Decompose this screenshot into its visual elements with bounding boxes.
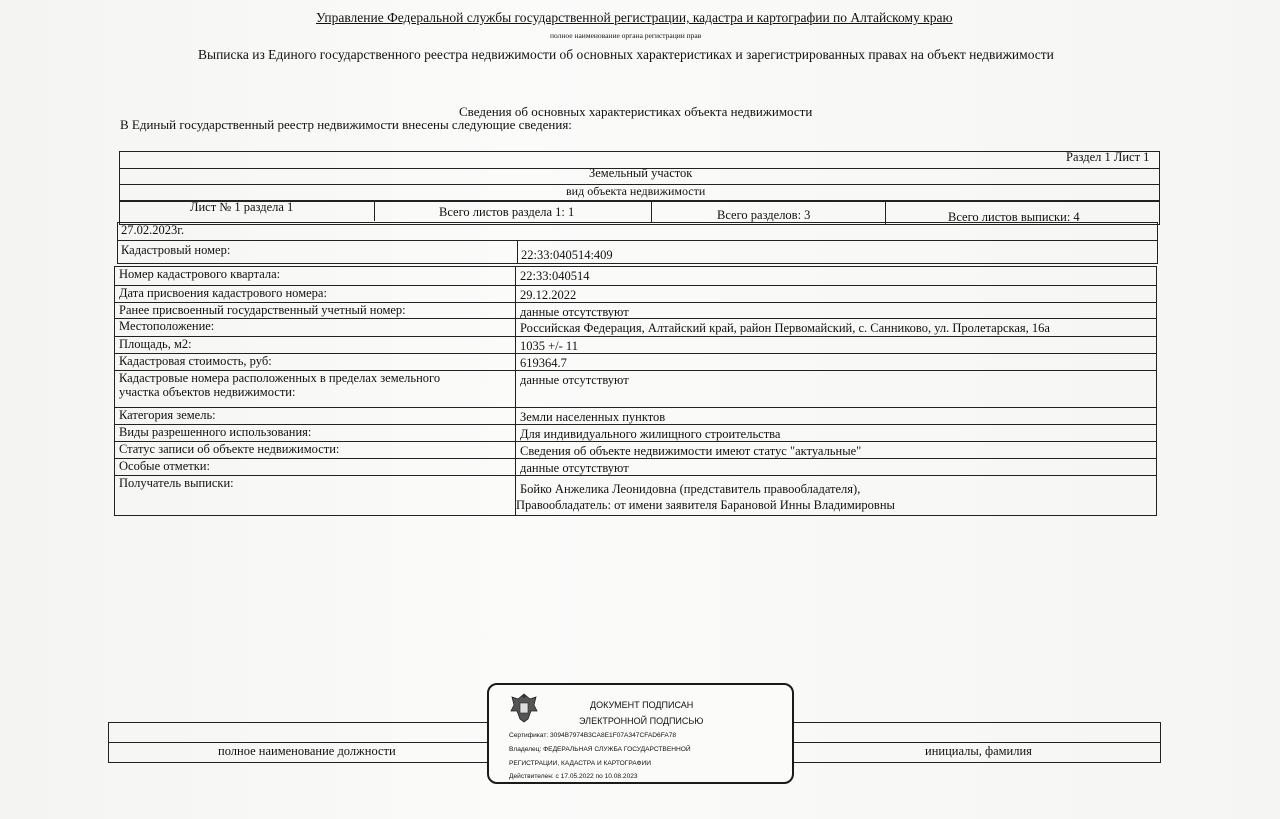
page-reference: Раздел 1 Лист 1	[1066, 150, 1150, 164]
row-value: 619364.7	[520, 356, 567, 370]
row-value: Земли населенных пунктов	[520, 410, 666, 424]
extract-title: Выписка из Единого государственного реестра недвижимости об основных характеристиках и зарегистрированных правах на объект недвижимости	[198, 47, 1054, 62]
row-label: Виды разрешенного использования:	[119, 425, 312, 439]
cadastral-number-block	[117, 222, 1158, 264]
row-value-continued: Правообладатель: от имени заявителя Барановой Инны Владимировны	[516, 498, 895, 512]
row-label: Площадь, м2:	[119, 337, 192, 351]
section-title: Сведения об основных характеристиках объекта недвижимости	[459, 104, 813, 119]
stamp-validity: Действителен: с 17.05.2022 по 10.08.2023	[509, 773, 638, 780]
coat-of-arms-icon	[507, 691, 541, 725]
name-caption: инициалы, фамилия	[925, 744, 1032, 758]
cadastral-number-label: Кадастровый номер:	[121, 243, 231, 257]
row-label: Особые отметки:	[119, 459, 210, 473]
row-value: 29.12.2022	[520, 288, 577, 302]
object-type: Земельный участок	[589, 166, 693, 180]
cadastral-number-value: 22:33:040514:409	[521, 248, 613, 262]
extract-date: 27.02.2023г.	[121, 223, 185, 237]
row-label-continued: участка объектов недвижимости:	[119, 385, 296, 399]
authority-title: Управление Федеральной службы государственной регистрации, кадастра и картографии по Алтайскому краю	[316, 10, 953, 25]
row-value: Для индивидуального жилищного строительства	[520, 427, 781, 441]
sheets-in-section: Всего листов раздела 1: 1	[439, 205, 575, 219]
authority-caption: полное наименование органа регистрации прав	[550, 31, 702, 40]
position-caption: полное наименование должности	[218, 744, 396, 758]
row-label: Ранее присвоенный государственный учетный номер:	[119, 303, 406, 317]
row-label: Кадастровые номера расположенных в пределах земельного	[119, 371, 441, 385]
row-value: данные отсутствуют	[520, 305, 629, 319]
row-label: Номер кадастрового квартала:	[119, 267, 281, 281]
row-value: данные отсутствуют	[520, 373, 629, 387]
e-signature-stamp	[487, 683, 794, 784]
row-value: 22:33:040514	[520, 269, 590, 283]
intro-text: В Единый государственный реестр недвижимости внесены следующие сведения:	[120, 117, 572, 132]
row-label: Местоположение:	[119, 319, 215, 333]
row-value: Российская Федерация, Алтайский край, район Первомайский, с. Санниково, ул. Пролетарская, 16а	[520, 321, 1050, 335]
stamp-certificate: Сертификат: 3094B7974B3CA8E1F07A347CFAD6FA78	[509, 732, 677, 739]
stamp-owner-1: Владелец: ФЕДЕРАЛЬНАЯ СЛУЖБА ГОСУДАРСТВЕННОЙ	[509, 746, 691, 753]
total-sections: Всего разделов: 3	[717, 208, 811, 222]
total-sheets: Всего листов выписки: 4	[948, 210, 1080, 224]
row-label: Статус записи об объекте недвижимости:	[119, 442, 340, 456]
row-label: Категория земель:	[119, 408, 216, 422]
stamp-owner-2: РЕГИСТРАЦИИ, КАДАСТРА И КАРТОГРАФИИ	[509, 760, 651, 767]
sheet-number: Лист № 1 раздела 1	[190, 200, 294, 214]
stamp-line-2: ЭЛЕКТРОННОЙ ПОДПИСЬЮ	[579, 716, 704, 726]
row-value: Сведения об объекте недвижимости имеют статус "актуальные"	[520, 444, 862, 458]
row-label: Получатель выписки:	[119, 476, 234, 490]
row-label: Дата присвоения кадастрового номера:	[119, 286, 327, 300]
stamp-line-1: ДОКУМЕНТ ПОДПИСАН	[590, 700, 694, 710]
object-type-caption: вид объекта недвижимости	[566, 184, 706, 198]
row-value: Бойко Анжелика Леонидовна (представитель правообладателя),	[520, 482, 861, 496]
row-label: Кадастровая стоимость, руб:	[119, 354, 272, 368]
row-value: 1035 +/- 11	[520, 339, 578, 353]
row-value: данные отсутствуют	[520, 461, 629, 475]
